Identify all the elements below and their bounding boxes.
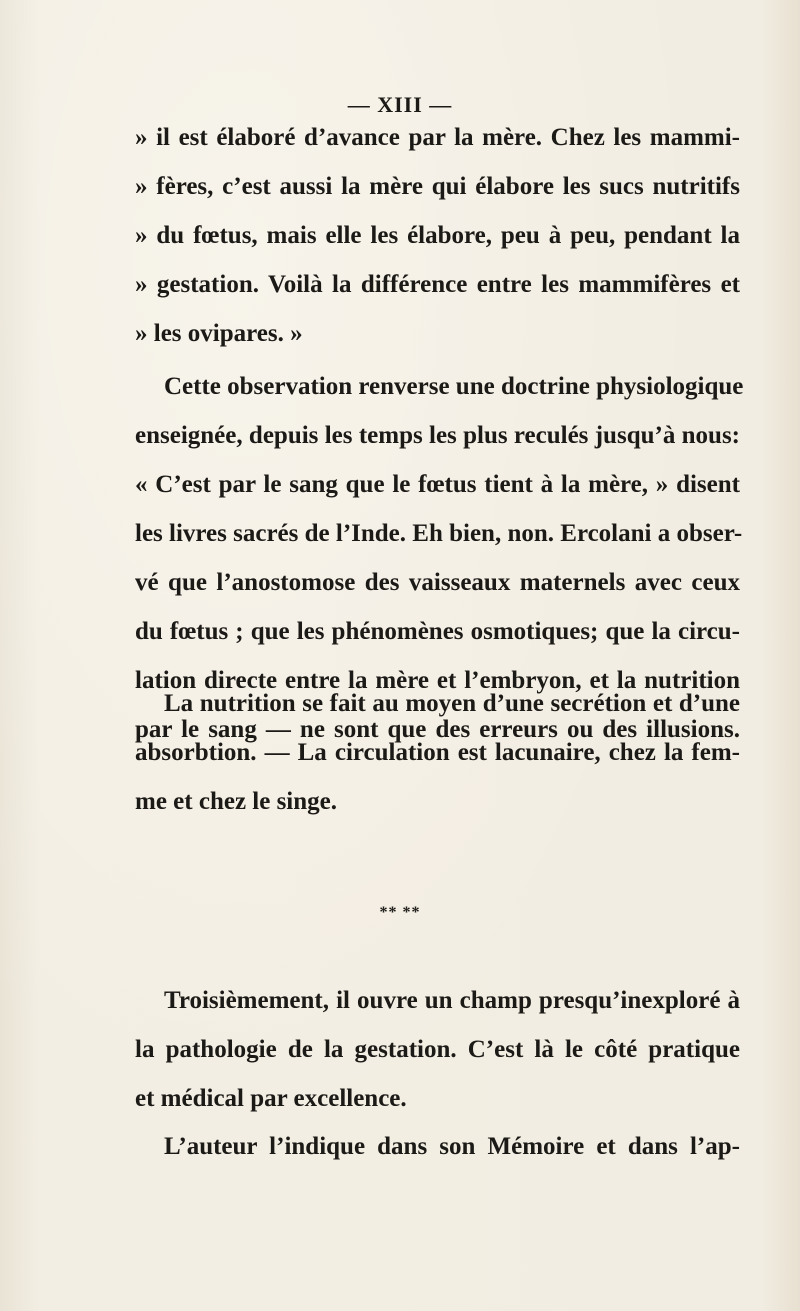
- text-line: « C’est par le sang que le fœtus tient à la mère, » disent: [135, 471, 740, 498]
- paragraph-nutrition: [135, 679, 740, 826]
- paragraph-third: [135, 976, 740, 1123]
- text-line: » il est élaboré d’avance par la mère. Chez les mammi-: [135, 124, 740, 151]
- text-line: la pathologie de la gestation. C’est là le côté pratique: [135, 1036, 740, 1063]
- text-line: me et chez le singe.: [135, 788, 338, 815]
- text-line: lation directe entre la mère et l’embryon, et la nutrition: [135, 667, 740, 694]
- text-line: » fères, c’est aussi la mère qui élabore les sucs nutritifs: [135, 173, 740, 200]
- text-line: du fœtus ; que les phénomènes osmotiques; que la circu-: [135, 618, 740, 645]
- text-line: les livres sacrés de l’Inde. Eh bien, non. Ercolani a obser-: [135, 520, 743, 547]
- text-line: » du fœtus, mais elle les élabore, peu à peu, pendant la: [135, 222, 740, 249]
- quoted-paragraph: [135, 113, 740, 358]
- text-line: » gestation. Voilà la différence entre les mammifères et: [135, 271, 740, 298]
- section-separator: ** **: [379, 904, 421, 921]
- text-line: enseignée, depuis les temps les plus reculés jusqu’à nous:: [135, 422, 740, 449]
- text-line: L’auteur l’indique dans son Mémoire et dans l’ap-: [164, 1133, 740, 1160]
- page-number: — XIII —: [347, 92, 453, 117]
- text-line: absorbtion. — La circulation est lacunaire, chez la fem-: [135, 739, 740, 766]
- text-line: vé que l’anostomose des vaisseaux maternels avec ceux: [135, 569, 740, 596]
- text-line: et médical par excellence.: [135, 1085, 407, 1112]
- text-line: Cette observation renverse une doctrine physiologique: [164, 373, 744, 400]
- text-line: » les ovipares. »: [135, 320, 303, 347]
- text-line: par le sang — ne sont que des erreurs ou des illusions.: [135, 716, 740, 743]
- text-line: La nutrition se fait au moyen d’une secrétion et d’une: [164, 690, 740, 717]
- paragraph-author: [135, 1122, 740, 1171]
- text-line: Troisièmement, il ouvre un champ presqu’inexploré à: [164, 987, 740, 1014]
